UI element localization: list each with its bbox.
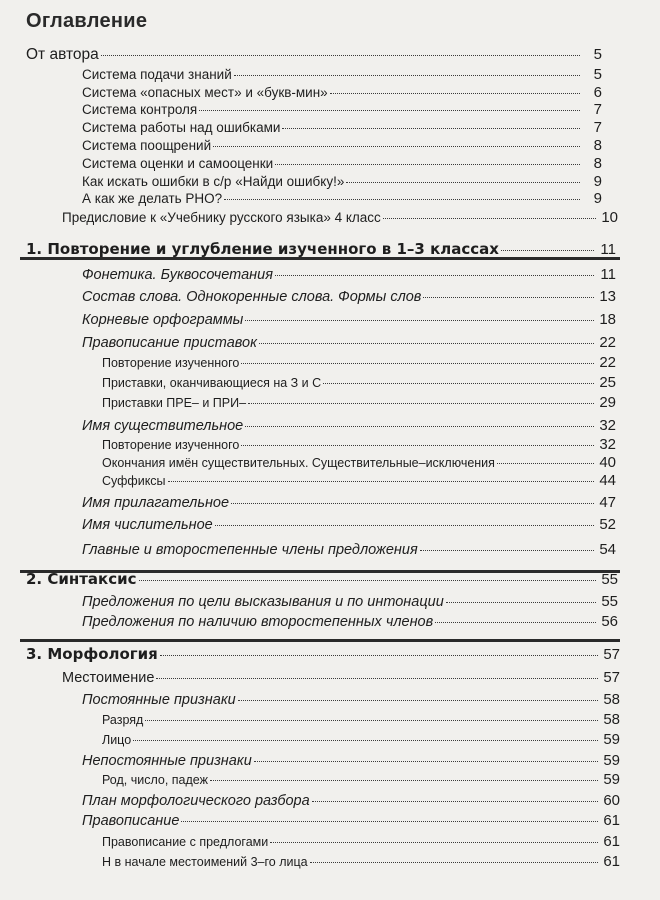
toc-entry [0, 570, 618, 588]
dot-leader [245, 425, 594, 427]
toc-entry-title: 2. Синтаксис [26, 570, 137, 588]
toc-entry [0, 46, 602, 64]
toc-entry-page-number: 55 [601, 593, 618, 610]
toc-entry [0, 334, 616, 351]
dot-leader [275, 163, 580, 165]
dot-leader [168, 480, 594, 482]
toc-entry [0, 209, 618, 226]
toc-entry-page-number: 57 [603, 669, 620, 686]
dot-leader [215, 524, 594, 526]
toc-entry-page-number: 9 [593, 190, 602, 207]
dot-leader [501, 249, 594, 251]
dot-leader [245, 319, 594, 321]
toc-entry-title: Имя существительное [82, 418, 244, 434]
toc-entry [0, 812, 620, 829]
toc-entry-page-number: 56 [601, 613, 618, 630]
dot-leader [383, 217, 596, 219]
toc-entry [0, 792, 620, 809]
toc-entry-title: Местоимение [62, 670, 155, 686]
section-rule [20, 639, 620, 642]
dot-leader [199, 109, 580, 111]
toc-entry [0, 155, 602, 172]
toc-entry-page-number: 61 [603, 812, 620, 829]
toc-entry [0, 311, 616, 328]
toc-entry [0, 472, 616, 489]
toc-entry [0, 593, 618, 610]
toc-entry-title: Предисловие к «Учебнику русского языка» 4 класс [62, 210, 381, 225]
toc-entry-title: Система «опасных мест» и «букв-мин» [82, 85, 328, 100]
toc-entry-title: Род, число, падеж [102, 773, 208, 787]
toc-entry-title: Повторение изученного [102, 438, 240, 452]
toc-entry-title: Суффиксы [102, 474, 166, 488]
toc-entry-title: Имя числительное [82, 517, 213, 533]
dot-leader [101, 54, 580, 56]
dot-leader [145, 719, 598, 721]
toc-entry-title: Фонетика. Буквосочетания [82, 267, 273, 283]
toc-entry-page-number: 52 [599, 516, 616, 533]
toc-entry [0, 541, 616, 558]
toc-entry [0, 516, 616, 533]
dot-leader [241, 444, 594, 446]
dot-leader [310, 861, 598, 863]
toc-entry [0, 354, 616, 371]
toc-entry-title: Система оценки и самооценки [82, 156, 274, 171]
toc-entry-title: Система работы над ошибками [82, 120, 281, 135]
toc-entry [0, 84, 602, 101]
dot-leader [231, 502, 594, 504]
toc-entry-page-number: 22 [599, 334, 616, 351]
dot-leader [254, 760, 598, 762]
toc-entry [0, 288, 616, 305]
dot-leader [238, 699, 598, 701]
dot-leader [282, 127, 580, 129]
toc-entry-page-number: 58 [603, 691, 620, 708]
toc-entry [0, 613, 618, 630]
toc-entry-title: Лицо [102, 733, 132, 747]
toc-entry-title: Имя прилагательное [82, 495, 230, 511]
dot-leader [133, 739, 598, 741]
toc-entry-page-number: 60 [603, 792, 620, 809]
toc-entry [0, 752, 620, 769]
toc-entry-page-number: 32 [599, 436, 616, 453]
toc-entry-page-number: 22 [599, 354, 616, 371]
dot-leader [181, 820, 598, 822]
toc-entry-page-number: 11 [600, 241, 616, 258]
dot-leader [270, 841, 598, 843]
dot-leader [156, 677, 598, 679]
toc-entry-title: Корневые орфограммы [82, 312, 244, 328]
toc-entry [0, 66, 602, 83]
toc-entry-page-number: 8 [593, 137, 602, 154]
toc-entry-page-number: 18 [599, 311, 616, 328]
dot-leader [224, 198, 580, 200]
toc-entry-title: Система подачи знаний [82, 67, 232, 82]
toc-entry [0, 853, 620, 870]
toc-entry-title: Система контроля [82, 102, 198, 117]
toc-entry [0, 454, 616, 471]
toc-entry [0, 711, 620, 728]
dot-leader [330, 92, 580, 94]
toc-entry [0, 137, 602, 154]
toc-entry-title: Предложения по наличию второстепенных членов [82, 614, 434, 630]
toc-entry-title: Н в начале местоимений 3–го лица [102, 855, 308, 869]
toc-entry-title: Система поощрений [82, 138, 212, 153]
toc-entry-title: Правописание [82, 813, 180, 829]
toc-entry [0, 691, 620, 708]
dot-leader [497, 462, 594, 464]
toc-entry-page-number: 54 [599, 541, 616, 558]
dot-leader [210, 779, 598, 781]
dot-leader [435, 621, 596, 623]
toc-entry-title: Правописание приставок [82, 335, 257, 351]
toc-entry-title: Как искать ошибки в с/р «Найди ошибку!» [82, 174, 345, 189]
dot-leader [259, 342, 594, 344]
toc-entry-page-number: 8 [593, 155, 602, 172]
toc-entry [0, 417, 616, 434]
toc-entry-page-number: 5 [593, 46, 602, 63]
toc-entry-page-number: 58 [603, 711, 620, 728]
toc-entry-page-number: 59 [603, 771, 620, 788]
toc-entry-page-number: 61 [603, 853, 620, 870]
toc-entry-title: Правописание с предлогами [102, 835, 269, 849]
toc-entry-page-number: 32 [599, 417, 616, 434]
dot-leader [323, 382, 594, 384]
toc-entry-page-number: 7 [593, 101, 602, 118]
toc-entry [0, 669, 620, 686]
dot-leader [248, 402, 594, 404]
toc-entry-title: Приставки ПРЕ– и ПРИ– [102, 396, 247, 410]
toc-entry-title: Непостоянные признаки [82, 753, 252, 769]
toc-entry [0, 833, 620, 850]
toc-entry [0, 173, 602, 190]
toc-entry-page-number: 61 [603, 833, 620, 850]
toc-entry [0, 771, 620, 788]
toc-entry [0, 436, 616, 453]
toc-entry-page-number: 59 [603, 731, 620, 748]
toc-entry-page-number: 25 [599, 374, 616, 391]
dot-leader [423, 296, 594, 298]
toc-entry-page-number: 57 [603, 646, 620, 663]
toc-entry-page-number: 13 [599, 288, 616, 305]
toc-entry-title: А как же делать РНО? [82, 191, 223, 206]
dot-leader [346, 181, 580, 183]
toc-entry [0, 731, 620, 748]
toc-entry-page-number: 44 [599, 472, 616, 489]
toc-entry-title: Главные и второстепенные члены предложения [82, 542, 418, 558]
toc-entry-title: От автора [26, 46, 99, 63]
dot-leader [420, 549, 594, 551]
toc-entry [0, 394, 616, 411]
toc-entry-page-number: 11 [600, 266, 616, 283]
toc-entry [0, 101, 602, 118]
toc-entry [0, 266, 616, 283]
toc-entry [0, 645, 620, 663]
toc-entry-page-number: 10 [601, 209, 618, 226]
toc-entry [0, 119, 602, 136]
toc-entry-page-number: 7 [593, 119, 602, 136]
toc-entry-title: Окончания имён существительных. Существительные–исключения [102, 456, 495, 470]
toc-entry-title: Предложения по цели высказывания и по интонации [82, 594, 444, 610]
dot-leader [213, 145, 580, 147]
toc-entry-page-number: 40 [599, 454, 616, 471]
page-title: Оглавление [26, 10, 148, 32]
dot-leader [275, 274, 594, 276]
toc-entry-page-number: 55 [601, 571, 618, 588]
toc-entry-title: Постоянные признаки [82, 692, 236, 708]
dot-leader [234, 74, 580, 76]
toc-entry-title: Разряд [102, 713, 144, 727]
toc-entry-page-number: 29 [599, 394, 616, 411]
toc-entry-title: Состав слова. Однокоренные слова. Формы слов [82, 289, 422, 305]
toc-entry-page-number: 9 [593, 173, 602, 190]
toc-entry-title: Повторение изученного [102, 356, 240, 370]
toc-entry [0, 374, 616, 391]
dot-leader [139, 579, 596, 581]
toc-entry-page-number: 47 [599, 494, 616, 511]
toc-entry-page-number: 6 [593, 84, 602, 101]
toc-entry-page-number: 59 [603, 752, 620, 769]
toc-entry-title: 1. Повторение и углубление изученного в 1–3 классах [26, 240, 499, 258]
toc-entry-title: План морфологического разбора [82, 793, 310, 809]
dot-leader [160, 654, 598, 656]
dot-leader [312, 800, 598, 802]
toc-entry-title: Приставки, оканчивающиеся на З и С [102, 376, 322, 390]
toc-entry [0, 240, 616, 258]
toc-entry [0, 190, 602, 207]
toc-entry-page-number: 5 [593, 66, 602, 83]
toc-entry [0, 494, 616, 511]
dot-leader [446, 601, 596, 603]
dot-leader [241, 362, 594, 364]
toc-entry-title: 3. Морфология [26, 645, 158, 663]
